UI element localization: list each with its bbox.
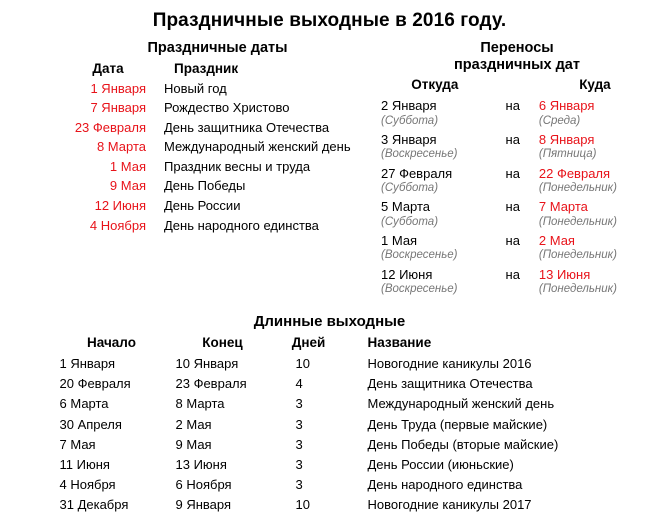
table-header-row bbox=[60, 60, 375, 79]
table-row bbox=[375, 265, 659, 299]
long-weekend-start: 20 Февраля bbox=[59, 376, 131, 392]
transfer-from-weekday: (Суббота) bbox=[381, 114, 439, 127]
table-row bbox=[56, 495, 604, 515]
transfer-to-weekday: (Понедельник) bbox=[538, 249, 617, 262]
long-weekend-name: Международный женский день bbox=[367, 396, 555, 412]
transfer-from-weekday: (Воскресенье) bbox=[381, 148, 458, 161]
column-header-date: Дата bbox=[92, 60, 124, 76]
transfer-from-weekday: (Воскресенье) bbox=[381, 283, 458, 296]
long-weekends-table-wrapper bbox=[0, 334, 659, 515]
table-row bbox=[60, 216, 375, 236]
table-row bbox=[375, 197, 659, 231]
table-row bbox=[56, 394, 604, 414]
holiday-name: День России bbox=[164, 197, 241, 213]
transfer-from bbox=[375, 130, 495, 164]
long-weekend-end: 10 Января bbox=[175, 356, 239, 372]
column-header-start: Начало bbox=[87, 334, 136, 350]
transfer-arrow-label: на bbox=[505, 165, 520, 181]
long-weekend-end: 9 Мая bbox=[175, 436, 212, 452]
holiday-date: 9 Мая bbox=[109, 178, 146, 194]
long-weekend-end: 2 Мая bbox=[175, 416, 212, 432]
holiday-name: Праздник весны и труда bbox=[164, 158, 311, 174]
long-weekend-name: День Труда (первые майские) bbox=[367, 416, 548, 432]
long-weekend-name: День России (июньские) bbox=[367, 456, 514, 472]
long-weekend-end: 8 Марта bbox=[175, 396, 225, 412]
holiday-name: День защитника Отечества bbox=[164, 119, 330, 135]
long-weekend-start: 31 Декабря bbox=[59, 497, 129, 513]
column-header-from: Откуда bbox=[411, 77, 459, 93]
long-weekend-end: 9 Января bbox=[175, 497, 232, 513]
long-weekends-section bbox=[0, 313, 659, 515]
holiday-date: 8 Марта bbox=[96, 139, 146, 155]
column-header-to: Куда bbox=[579, 77, 611, 93]
table-row bbox=[60, 118, 375, 138]
table-row bbox=[60, 79, 375, 99]
transfer-to-weekday: (Пятница) bbox=[538, 148, 597, 161]
table-row bbox=[375, 130, 659, 164]
transfer-from-date: 1 Мая bbox=[381, 233, 418, 249]
table-row bbox=[56, 454, 604, 474]
holiday-date: 1 Мая bbox=[109, 158, 146, 174]
transfer-to bbox=[531, 164, 659, 198]
table-row bbox=[60, 176, 375, 196]
table-header-row bbox=[375, 76, 659, 96]
column-header-holiday: Праздник bbox=[174, 60, 239, 76]
transfer-to bbox=[531, 96, 659, 130]
long-weekend-days: 3 bbox=[295, 477, 303, 492]
transfer-to bbox=[531, 197, 659, 231]
table-row bbox=[56, 374, 604, 394]
top-columns bbox=[0, 40, 659, 299]
long-weekend-start: 4 Ноября bbox=[59, 477, 116, 492]
holiday-name: Рождество Христово bbox=[164, 100, 290, 116]
holiday-date: 1 Января bbox=[90, 80, 146, 96]
long-weekend-days: 3 bbox=[295, 416, 303, 432]
column-header-days: Дней bbox=[291, 334, 326, 350]
holidays-table bbox=[60, 60, 375, 235]
long-weekend-start: 7 Мая bbox=[59, 436, 96, 452]
transfer-from bbox=[375, 164, 495, 198]
long-weekend-name: Новогодние каникулы 2016 bbox=[367, 356, 532, 372]
table-row bbox=[375, 96, 659, 130]
table-row bbox=[56, 434, 604, 454]
long-weekend-days: 3 bbox=[295, 396, 303, 412]
holiday-name: День Победы bbox=[164, 178, 246, 194]
column-header-name: Название bbox=[367, 334, 432, 350]
long-weekend-name: Новогодние каникулы 2017 bbox=[367, 497, 532, 513]
holiday-name: Международный женский день bbox=[164, 139, 351, 155]
transfer-from bbox=[375, 231, 495, 265]
table-row bbox=[60, 157, 375, 177]
transfer-to-weekday: (Понедельник) bbox=[538, 215, 617, 228]
transfer-to-weekday: (Понедельник) bbox=[538, 283, 617, 296]
column-header-end: Конец bbox=[202, 334, 243, 350]
transfer-from-weekday: (Суббота) bbox=[381, 215, 439, 228]
transfers-title-line1: Переносы bbox=[480, 40, 554, 56]
long-weekend-end: 23 Февраля bbox=[175, 376, 247, 392]
transfers-section bbox=[375, 40, 659, 299]
transfer-from bbox=[375, 265, 495, 299]
long-weekend-days: 4 bbox=[295, 376, 303, 392]
page-title: Праздничные выходные в 2016 году. bbox=[152, 10, 507, 31]
long-weekends-table bbox=[56, 334, 604, 515]
transfer-arrow-label: на bbox=[505, 266, 520, 282]
table-row bbox=[60, 137, 375, 157]
transfer-from bbox=[375, 96, 495, 130]
holiday-date: 23 Февраля bbox=[74, 119, 146, 135]
long-weekend-end: 6 Ноября bbox=[175, 477, 232, 492]
transfers-table bbox=[375, 76, 659, 298]
transfer-arrow-label: на bbox=[505, 233, 520, 249]
holiday-name: Новый год bbox=[164, 80, 227, 96]
transfer-to-weekday: (Понедельник) bbox=[538, 182, 617, 195]
long-weekend-start: 1 Января bbox=[59, 356, 116, 372]
long-weekend-start: 6 Марта bbox=[59, 396, 109, 412]
transfer-from-weekday: (Суббота) bbox=[381, 182, 439, 195]
transfer-to-weekday: (Среда) bbox=[538, 114, 581, 127]
transfer-to-date: 8 Января bbox=[538, 132, 595, 148]
holidays-section bbox=[0, 40, 375, 235]
transfer-to bbox=[531, 265, 659, 299]
table-header-row bbox=[56, 334, 604, 354]
long-weekend-days: 3 bbox=[295, 436, 303, 452]
holiday-date: 7 Января bbox=[90, 100, 146, 116]
long-weekend-end: 13 Июня bbox=[175, 456, 227, 472]
table-row bbox=[375, 164, 659, 198]
transfer-from-date: 3 Января bbox=[381, 132, 437, 148]
transfers-title-line2: праздничных дат bbox=[454, 56, 580, 73]
table-row bbox=[56, 354, 604, 374]
transfer-to-date: 2 Мая bbox=[538, 233, 575, 249]
transfer-from-date: 5 Марта bbox=[381, 199, 431, 215]
long-weekend-name: День Победы (вторые майские) bbox=[367, 436, 559, 452]
long-weekend-name: День защитника Отечества bbox=[367, 376, 533, 392]
transfer-arrow-label: на bbox=[505, 132, 520, 148]
table-row bbox=[56, 475, 604, 495]
table-row bbox=[60, 98, 375, 118]
long-weekend-days: 10 bbox=[295, 497, 310, 513]
holiday-date: 4 Ноября bbox=[89, 217, 146, 233]
table-row bbox=[60, 196, 375, 216]
transfer-to-date: 22 Февраля bbox=[538, 165, 611, 181]
transfer-from-date: 12 Июня bbox=[381, 266, 433, 282]
table-row bbox=[375, 231, 659, 265]
transfer-to bbox=[531, 231, 659, 265]
transfer-to-date: 13 Июня bbox=[538, 266, 591, 282]
transfer-arrow-label: на bbox=[505, 199, 520, 215]
transfer-arrow-label: на bbox=[505, 98, 520, 114]
table-row bbox=[56, 414, 604, 434]
holiday-name: День народного единства bbox=[164, 217, 319, 233]
transfer-from bbox=[375, 197, 495, 231]
transfer-to bbox=[531, 130, 659, 164]
transfer-to-date: 6 Января bbox=[538, 98, 595, 114]
long-weekend-name: День народного единства bbox=[367, 477, 523, 492]
transfer-from-date: 2 Января bbox=[381, 98, 437, 114]
transfer-from-weekday: (Воскресенье) bbox=[381, 249, 458, 262]
long-weekend-start: 11 Июня bbox=[59, 456, 110, 472]
transfers-section-title bbox=[375, 40, 659, 73]
long-weekend-start: 30 Апреля bbox=[59, 416, 122, 432]
long-weekend-days: 3 bbox=[295, 456, 303, 472]
long-weekends-title: Длинные выходные bbox=[253, 312, 406, 330]
transfer-to-date: 7 Марта bbox=[538, 199, 588, 215]
holiday-date: 12 Июня bbox=[94, 197, 146, 213]
long-weekend-days: 10 bbox=[295, 356, 310, 372]
holidays-section-title: Праздничные даты bbox=[147, 40, 288, 56]
transfer-from-date: 27 Февраля bbox=[381, 165, 453, 181]
column-header-middle bbox=[495, 76, 531, 96]
